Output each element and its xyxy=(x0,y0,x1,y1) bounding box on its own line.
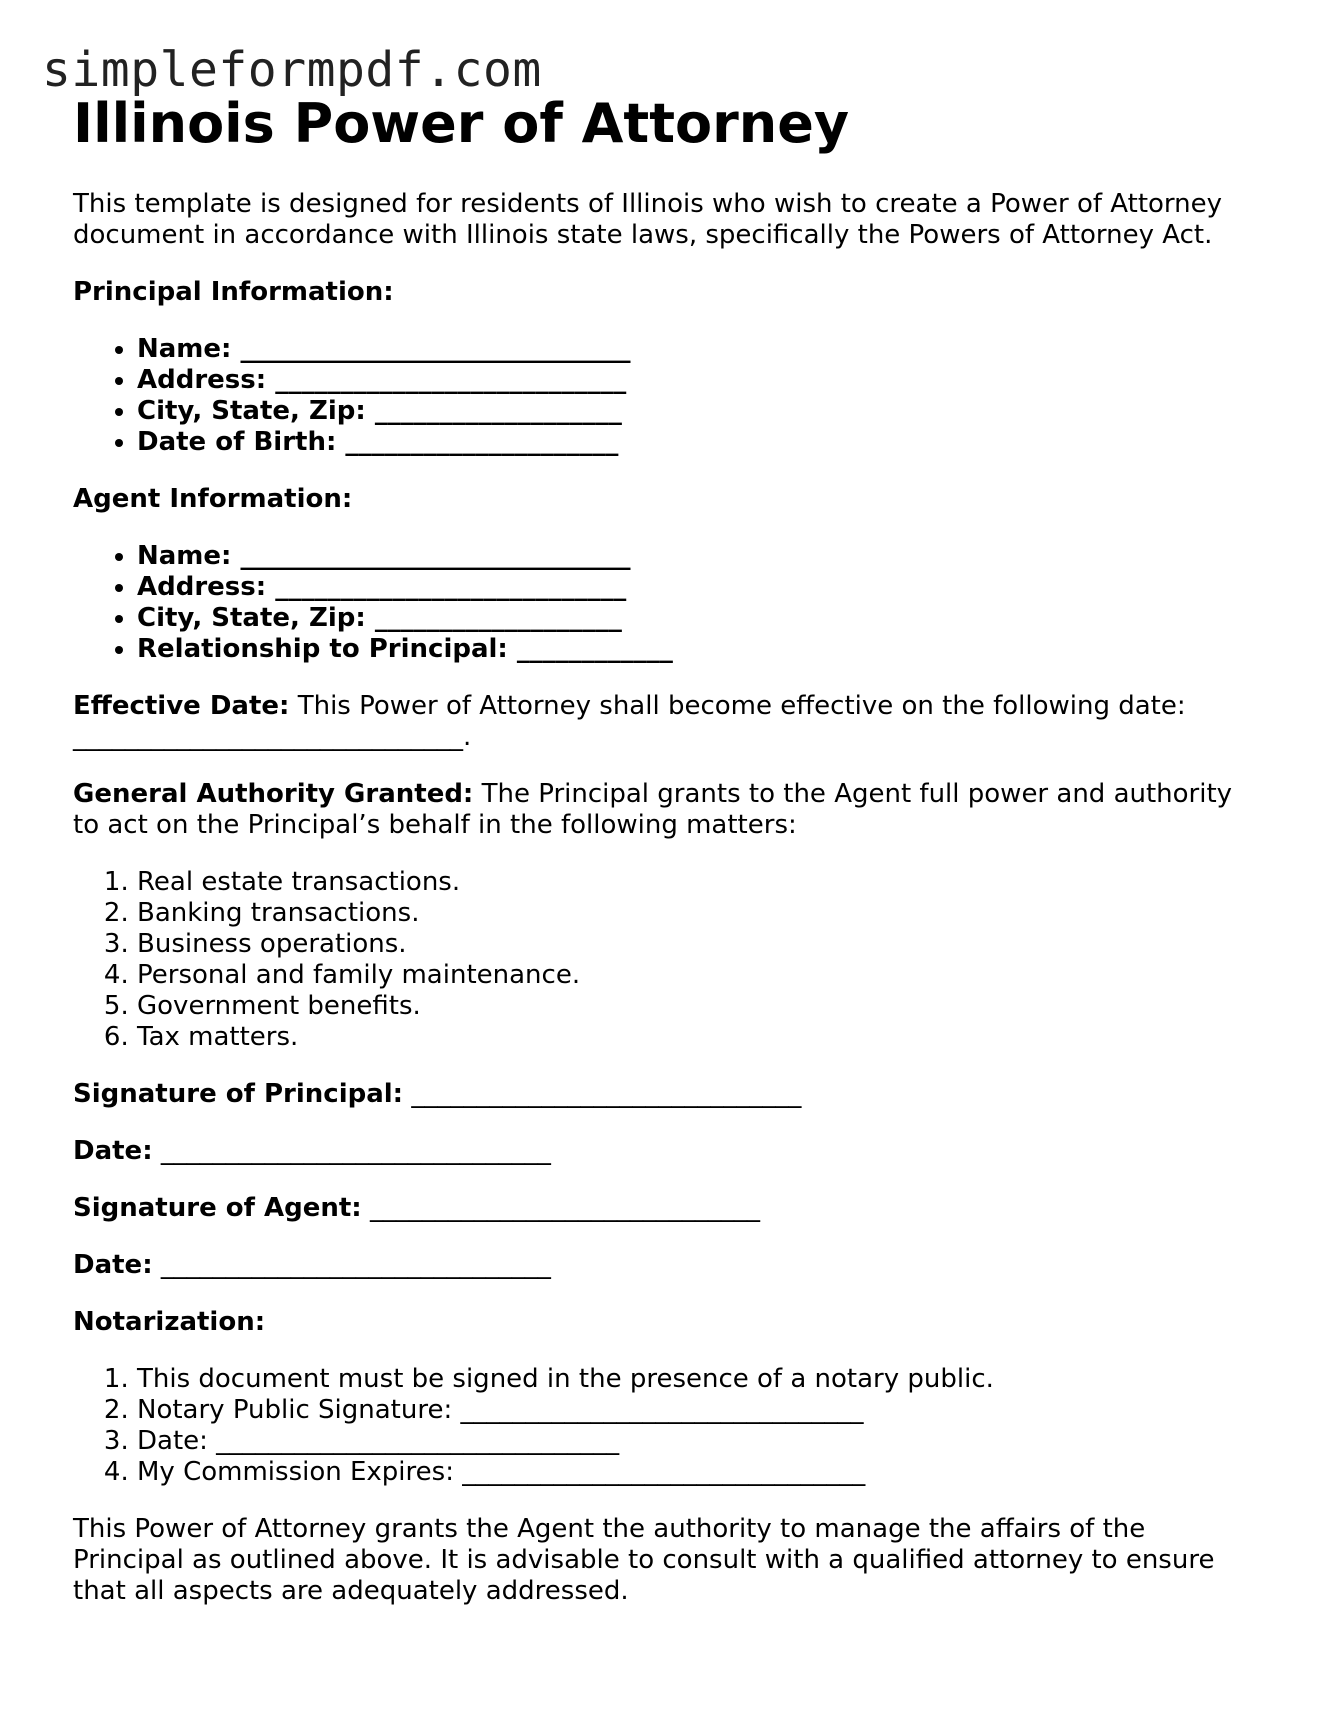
field-blank[interactable]: _______________________________ xyxy=(216,1426,620,1456)
principal-address-field[interactable] xyxy=(137,365,1253,396)
agent-date-line[interactable] xyxy=(73,1250,1253,1281)
authority-label: General Authority Granted: xyxy=(73,779,474,809)
notary-item-text: This document must be signed in the presence of a notary public. xyxy=(137,1364,994,1394)
field-blank[interactable]: _____________________ xyxy=(345,427,619,457)
effective-date-paragraph xyxy=(73,691,1253,753)
signature-label: Signature of Principal: xyxy=(73,1079,404,1109)
document-page xyxy=(73,92,1253,1607)
notarization-list xyxy=(73,1364,1253,1488)
intro-paragraph: This template is designed for residents of Illinois who wish to create a Power of Attorney document in accordance with Illinois state laws, specifically the Powers of Attorney Act. xyxy=(73,189,1223,250)
page-title: Illinois Power of Attorney xyxy=(73,92,850,155)
list-item: 1. Real estate transactions. xyxy=(137,867,1253,898)
list-item: 5. Government benefits. xyxy=(137,991,1253,1022)
field-blank[interactable]: ______________________________ xyxy=(240,334,631,364)
agent-name-field[interactable] xyxy=(137,541,1253,572)
field-label: Name: xyxy=(137,334,232,364)
field-blank[interactable]: _______________________________ xyxy=(462,1457,866,1487)
principal-dob-field[interactable] xyxy=(137,427,1253,458)
principal-name-field[interactable] xyxy=(137,334,1253,365)
closing-paragraph: This Power of Attorney grants the Agent the authority to manage the affairs of the Principal as outlined above. It is advisable to consult with a qualified attorney to ensure that all aspects are adequately addressed. xyxy=(73,1514,1215,1606)
effective-date-blank[interactable]: ______________________________. xyxy=(73,722,472,752)
authority-paragraph xyxy=(73,779,1253,841)
notary-item-text: My Commission Expires: xyxy=(137,1457,454,1487)
field-blank[interactable]: ______________________________ xyxy=(240,541,631,571)
notary-date-field[interactable] xyxy=(137,1426,1253,1457)
field-blank[interactable]: ____________ xyxy=(516,634,673,664)
effective-date-text: This Power of Attorney shall become effective on the following date: xyxy=(297,691,1186,721)
authority-list xyxy=(73,867,1253,1053)
field-label: Address: xyxy=(137,572,267,602)
date-label: Date: xyxy=(73,1136,153,1166)
field-blank[interactable]: ___________________________ xyxy=(275,365,627,395)
date-blank[interactable]: ______________________________ xyxy=(160,1250,551,1280)
field-blank[interactable]: ___________________________ xyxy=(275,572,627,602)
field-blank[interactable]: ___________________ xyxy=(374,396,622,426)
list-item: 4. Personal and family maintenance. xyxy=(137,960,1253,991)
agent-fields xyxy=(73,541,1253,665)
signature-label: Signature of Agent: xyxy=(73,1193,362,1223)
notarization-heading: Notarization: xyxy=(73,1307,266,1337)
field-label: Address: xyxy=(137,365,267,395)
list-item: 2. Banking transactions. xyxy=(137,898,1253,929)
field-label: City, State, Zip: xyxy=(137,396,366,426)
date-label: Date: xyxy=(73,1250,153,1280)
date-blank[interactable]: ______________________________ xyxy=(160,1136,551,1166)
principal-signature-line[interactable] xyxy=(73,1079,1253,1110)
agent-relationship-field[interactable] xyxy=(137,634,1253,665)
field-label: City, State, Zip: xyxy=(137,603,366,633)
list-item: 3. Business operations. xyxy=(137,929,1253,960)
notary-item-text: Date: xyxy=(137,1426,208,1456)
field-label: Name: xyxy=(137,541,232,571)
principal-fields xyxy=(73,334,1253,458)
principal-date-line[interactable] xyxy=(73,1136,1253,1167)
field-blank[interactable]: _______________________________ xyxy=(460,1395,864,1425)
field-label: Relationship to Principal: xyxy=(137,634,508,664)
agent-signature-line[interactable] xyxy=(73,1193,1253,1224)
list-item: 6. Tax matters. xyxy=(137,1022,1253,1053)
signature-blank[interactable]: ______________________________ xyxy=(369,1193,760,1223)
agent-address-field[interactable] xyxy=(137,572,1253,603)
signature-blank[interactable]: ______________________________ xyxy=(411,1079,802,1109)
authority-text: The Principal grants to the Agent full power and authority to act on the Principal’s behalf in the following matters: xyxy=(73,779,1233,840)
notary-commission-field[interactable] xyxy=(137,1457,1253,1488)
notary-item-text: Notary Public Signature: xyxy=(137,1395,453,1425)
notary-signature-field[interactable] xyxy=(137,1395,1253,1426)
agent-heading: Agent Information: xyxy=(73,484,353,514)
principal-city-field[interactable] xyxy=(137,396,1253,427)
watermark: simpleformpdf.com xyxy=(42,42,542,98)
effective-date-label: Effective Date: xyxy=(73,691,290,721)
list-item xyxy=(137,1364,1253,1395)
field-blank[interactable]: ___________________ xyxy=(374,603,622,633)
agent-city-field[interactable] xyxy=(137,603,1253,634)
field-label: Date of Birth: xyxy=(137,427,337,457)
principal-heading: Principal Information: xyxy=(73,277,394,307)
